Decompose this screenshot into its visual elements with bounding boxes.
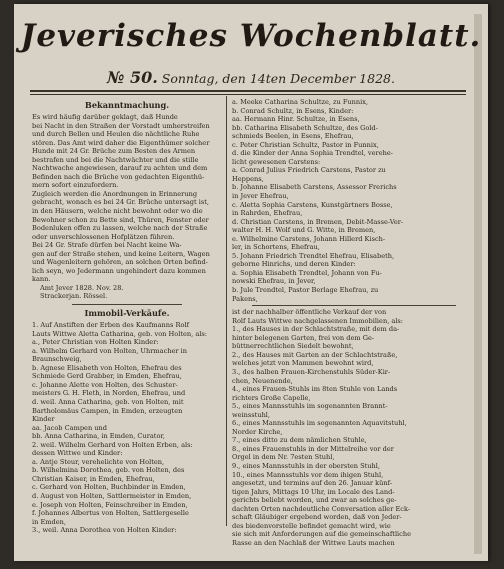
notice-line: oder unverschlossenen Hofplätzen führen. bbox=[32, 232, 175, 241]
right-column bbox=[232, 98, 476, 547]
notice-line: bestrafen und bei die Nachtwächter und die stille bbox=[32, 155, 199, 164]
property-line: Rasse an den Nachlaß der Wittwe Lauts machen bbox=[232, 538, 395, 547]
sale-line: d. August von Holten, Sattlermeister in Emden, bbox=[32, 491, 192, 500]
notice-line: kann. bbox=[32, 275, 51, 284]
notice-line: bei Nacht in den Straßen der Vorstadt umherstreifen bbox=[32, 121, 210, 130]
sale-line: Lauts Wittwe Aletta Catharina, geb. von Holten, als: bbox=[32, 329, 207, 338]
heir-line: licht gewesenen Carstens: bbox=[232, 157, 321, 166]
header-rule-thin bbox=[30, 94, 466, 95]
property-line: sie sich mit Anforderungen auf die gemeinschaftliche bbox=[232, 530, 412, 539]
property-line: 7., eines ditto zu dem nämlichen Stuhle, bbox=[232, 436, 367, 445]
heirs-list bbox=[232, 98, 476, 303]
property-line: welches jetzt von Mammen bewohnt wird, bbox=[232, 359, 374, 368]
sale-line: Kinder bbox=[32, 415, 55, 424]
heir-line: a. Conrad Julius Friedrich Carstens, Pastor zu bbox=[232, 166, 386, 175]
property-line: angesetzt, und termins auf den 26. Januar künf- bbox=[232, 479, 393, 488]
masthead-title: Jeverisches Wochenblatt. bbox=[20, 18, 482, 54]
notice-line: Nachtwache angewiesen, darauf zu achten und dem bbox=[32, 164, 208, 173]
heir-line: b. Jule Trendtel, Pastor Berlage Ehefrau, zu bbox=[232, 286, 379, 295]
heir-line: Heppens, bbox=[232, 174, 264, 183]
sale-line: 2. weil. Wilhelm Gerhard von Holten Erben, als: bbox=[32, 440, 193, 449]
heir-line: bb. Catharina Elisabeth Schultze, des Gold- bbox=[232, 123, 378, 132]
sale-line: Bartholomäus Campen, in Emden, erzeugten bbox=[32, 406, 183, 415]
heir-line: b. Johanne Elisabeth Carstens, Assessor Frerichs bbox=[232, 183, 397, 192]
heir-line: geborne Hinrichs, und deren Kinder: bbox=[232, 260, 356, 269]
sale-line: Christian Kaiser, in Emden, Ehefrau, bbox=[32, 474, 155, 483]
notice-line: gen auf der Straße stehen, und keine Leitern, Wagen bbox=[32, 249, 210, 258]
notice-signature-names: Strackerjan. Rössel. bbox=[40, 292, 108, 301]
sale-line: bb. Anna Catharina, in Emden, Curator, bbox=[32, 432, 165, 441]
heir-line: in Rahrden, Ehefrau, bbox=[232, 209, 303, 218]
property-line: des biedenvorstelle befindet gemacht wird, wie bbox=[232, 521, 391, 530]
issue-date: Sonntag, den 14ten December 1828. bbox=[161, 71, 395, 86]
sale-line: 1. Auf Anstiften der Erben des Kaufmanns Rolf bbox=[32, 321, 190, 330]
notice-line: Bodenluken offen zu lassen, welche nach der Straße bbox=[32, 224, 208, 233]
property-line: ist der nachhalber öffentliche Verkauf der von bbox=[232, 308, 387, 317]
notice-body bbox=[32, 113, 222, 284]
section-divider bbox=[72, 304, 182, 305]
property-line: büttnerrechtlichen Siedelt bewohnt, bbox=[232, 342, 354, 351]
property-line: 10., eines Mannsstuhls vor dem ihigen Stuhl, bbox=[232, 470, 384, 479]
sale-line: d. weil. Anna Catharina, geb. von Holten, mit bbox=[32, 397, 184, 406]
heir-line: Pakens, bbox=[232, 294, 258, 303]
property-line: hinter belegenen Garten, frei von dem Ge- bbox=[232, 333, 375, 342]
header-rule bbox=[30, 90, 466, 92]
notice-line: und durch Bellen und Heulen die nächtliche Ruhe bbox=[32, 130, 200, 139]
heir-line: d. Christian Carstens, in Bremen, Debit-Masse-Ver- bbox=[232, 217, 404, 226]
property-line: 9., eines Mannsstuhls in der obersten Stuhl, bbox=[232, 461, 381, 470]
heir-line: in Jever Ehefrau, bbox=[232, 192, 289, 201]
property-line: 5., eines Mannsstuhls im sogenannten Brannt- bbox=[232, 402, 388, 411]
notice-line: stören. Das Amt wird daher die Eigenthümer solcher bbox=[32, 138, 210, 147]
property-list bbox=[232, 308, 476, 547]
sale-line: a. Antje Steur, verehelichte von Holten, bbox=[32, 457, 165, 466]
notice-line: und Wagenleitern gehören, an solchen Orten befind- bbox=[32, 258, 208, 267]
column-divider bbox=[226, 96, 227, 526]
heir-line: b. Conrad Schultz, in Esens, Kinder: bbox=[232, 106, 354, 115]
property-line: Orgel in dem Nr. 7esten Stuhl, bbox=[232, 453, 335, 462]
sale-line: dessen Wittwe und Kinder: bbox=[32, 449, 123, 458]
sale-line: a., Peter Christian von Holten Kinder: bbox=[32, 338, 159, 347]
property-line: Norder Kirche, bbox=[232, 427, 283, 436]
sale-body bbox=[32, 321, 222, 535]
property-line: dachten Orten nachdeutliche Conversation aller Eck- bbox=[232, 504, 411, 513]
sale-line: Schmiede Gerd Grabber, in Emden, Ehefrau, bbox=[32, 372, 182, 381]
notice-line: lich seyn, wo Jedermann ungehindert dazu kommen bbox=[32, 266, 206, 275]
heir-line: c. Aletta Sophia Carstens, Kunstgärtners Bosse, bbox=[232, 200, 393, 209]
heir-line: e. Wilhelmine Carstens, Johann Hillerd Kisch- bbox=[232, 234, 386, 243]
property-line: schaft Gläubiger ergebend worden, daß von Jeder- bbox=[232, 513, 402, 522]
heir-line: a. Sophia Elisabeth Trendtel, Johann von Fu- bbox=[232, 268, 382, 277]
sale-line: meisters G. H. Fleth, in Norden, Ehefrau, und bbox=[32, 389, 186, 398]
section-divider-right bbox=[252, 305, 456, 306]
sale-line: a. Wilhelm Gerhard von Holten, Uhrmacher in bbox=[32, 346, 188, 355]
notice-line: Bewohner schon zu Bette sind, Thüren, Fenster oder bbox=[32, 215, 209, 224]
heir-line: walter H. H. Wolf und G. Witte, in Bremen, bbox=[232, 226, 376, 235]
property-line: 2., des Hauses mit Garten an der Schlachtstraße, bbox=[232, 350, 398, 359]
heir-line: schmieds Beelen, in Esens, Ehefrau, bbox=[232, 132, 354, 141]
property-line: richters Große Capelle, bbox=[232, 393, 311, 402]
sale-line: e. Joseph von Holten, Feinschreiber in Emden, bbox=[32, 500, 188, 509]
property-line: Rolf Lauts Wittwe nachgelassenen Immobilien, als: bbox=[232, 316, 404, 325]
sale-line: c. Gerhard von Holten, Buchbinder in Emden, bbox=[32, 483, 186, 492]
notice-signature-date: Amt Jever 1828. Nov. 28. bbox=[40, 283, 124, 292]
property-line: 3., des halben Frauen-Kirchenstuhls Süder-Kir- bbox=[232, 367, 391, 376]
notice-heading: Bekanntmachung. bbox=[84, 100, 170, 110]
property-line: chen, Neuenende, bbox=[232, 376, 293, 385]
notice-line: in den Häusern, welche nicht bewohnt oder wo die bbox=[32, 207, 203, 216]
sale-line: b. Wilhelmina Dorothea, geb. von Holten, des bbox=[32, 466, 185, 475]
property-line: weinsstuhl, bbox=[232, 410, 271, 419]
sale-line: c. Johanne Alette von Holten, des Schuster- bbox=[32, 380, 178, 389]
sale-line: in Emden, bbox=[32, 517, 66, 526]
newspaper-page bbox=[14, 4, 488, 561]
heir-line: ler, in Schortens, Ehefrau, bbox=[232, 243, 320, 252]
notice-line: gebracht, wonach es bei 24 Gr. Brüche untersagt ist, bbox=[32, 198, 210, 207]
notice-line: Befinden nach die Brüche von gedachten Eigenthü- bbox=[32, 172, 205, 181]
sale-heading: Immobil-Verkäufe. bbox=[84, 308, 170, 319]
property-line: tigen Jahrs, Mittags 10 Uhr, im Locale des Land- bbox=[232, 487, 395, 496]
left-column bbox=[32, 98, 222, 535]
sale-line: b. Agnese Elisabeth von Holten, Ehefrau des bbox=[32, 363, 182, 372]
heir-line: aa. Hermann Hinr. Schultze, in Esens, bbox=[232, 115, 360, 124]
heir-line: 5. Johann Friedrich Trendtel Ehefrau, Elisabeth, bbox=[232, 251, 395, 260]
property-line: gerichts beliebt worden, und zwar an solches ge- bbox=[232, 496, 397, 505]
heir-line: nowski Ehefrau, in Jever, bbox=[232, 277, 316, 286]
notice-line: Bei 24 Gr. Strafe dürfen bei Nacht keine Wa- bbox=[32, 241, 182, 250]
property-line: 1., des Hauses in der Schlachtstraße, mit dem da- bbox=[232, 325, 400, 334]
heir-line: d. die Kinder der Anna Sophia Trendtel, verehe- bbox=[232, 149, 393, 158]
notice-line: Es wird häufig darüber geklagt, daß Hunde bbox=[32, 113, 178, 121]
property-line: 4., eines Frauen-Stuhls im 8ten Stuhle von Lands bbox=[232, 385, 398, 394]
sale-line: Braunschweig, bbox=[32, 355, 82, 364]
heir-line: a. Meeke Catharina Schultze, zu Funnix, bbox=[232, 98, 369, 106]
issue-number: № 50. bbox=[107, 68, 158, 87]
property-line: 6., eines Mannsstuhls im sogenannten Aquavitstuhl, bbox=[232, 419, 407, 428]
issue-line bbox=[14, 68, 488, 87]
sale-line: f. Johannes Albertus von Holten, Sattlergeselle bbox=[32, 509, 189, 518]
sale-line: 3., weil. Anna Dorothea von Holten Kinder: bbox=[32, 526, 177, 535]
property-line: 8., eines Frauenstuhls in der Mittelreihe vor der bbox=[232, 444, 394, 453]
notice-line: Zugleich werden die Anordnungen in Erinnerung bbox=[32, 189, 198, 198]
notice-line: Hunde mit 24 Gr. Brüche zum Besten des Armen bbox=[32, 147, 196, 156]
heir-line: c. Peter Christian Schultz, Pastor in Funnix, bbox=[232, 140, 379, 149]
notice-line: mern sofort einzufordern. bbox=[32, 181, 119, 190]
sale-line: aa. Jacob Campen und bbox=[32, 423, 108, 432]
